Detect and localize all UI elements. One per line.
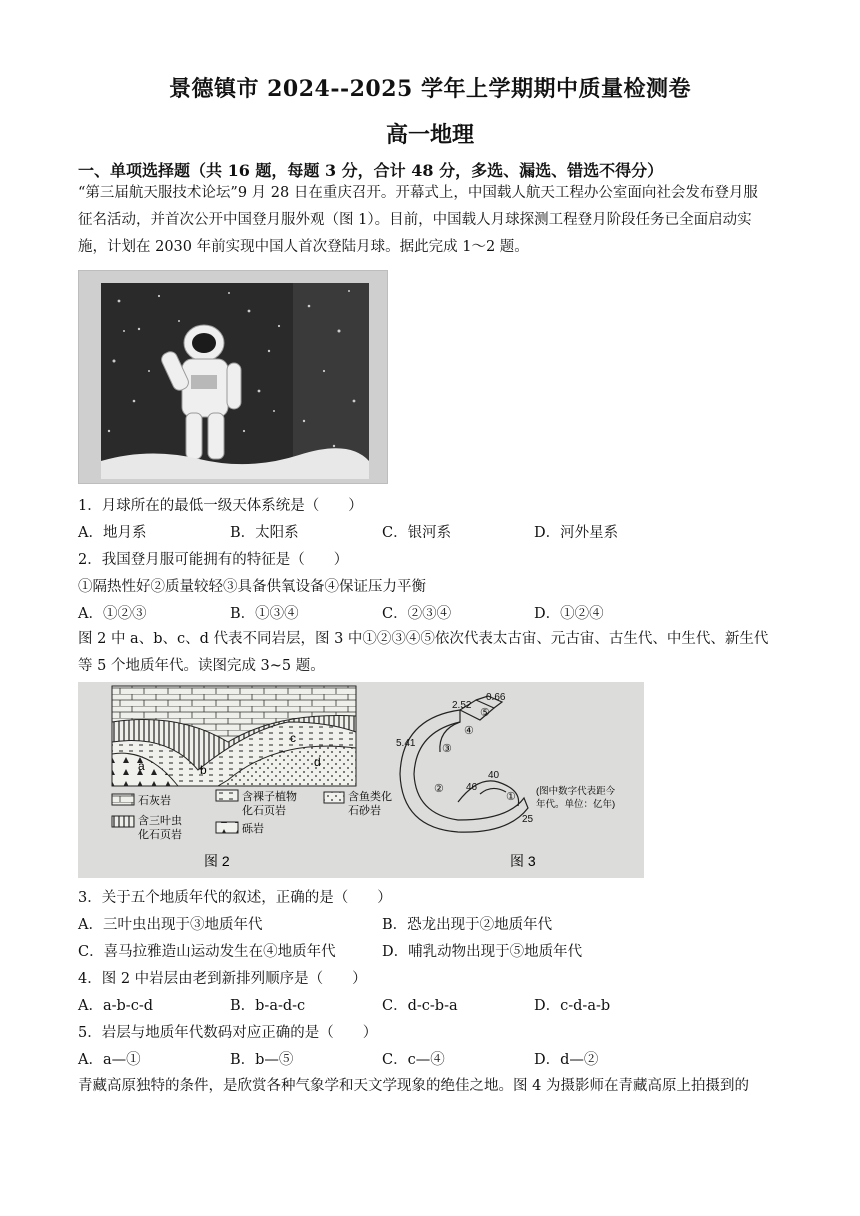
passage-1-line-2: 征名活动，并首次公开中国登月服外观（图 1）。目前，中国载人月球探测工程登月阶段任务已全面启动实 <box>78 212 752 228</box>
legend-fish-sandstone: 含鱼类化 <box>348 791 392 803</box>
question-2-option-d[interactable]: D．①②④ <box>534 606 604 622</box>
figure-2-legend <box>112 789 392 841</box>
figure-2-3-diagram <box>78 682 644 878</box>
question-1-stem: 1．月球所在的最低一级天体系统是（ ） <box>78 498 363 514</box>
question-2-option-b[interactable]: B．①③④ <box>230 606 299 622</box>
passage-1-line-3: 施，计划在 2030 年前实现中国人首次登陆月球。据此完成 1～2 题。 <box>78 239 529 255</box>
question-3-stem: 3．关于五个地质年代的叙述，正确的是（ ） <box>78 890 392 906</box>
question-2-statements: ①隔热性好②质量较轻③具备供氧设备④保证压力平衡 <box>78 579 426 595</box>
age-label-5-41: 5.41 <box>396 738 416 749</box>
era-mark-3: ③ <box>442 743 452 755</box>
figure-2-caption: 图 2 <box>204 853 230 869</box>
layer-label-a: a <box>138 759 145 773</box>
age-label-46: 46 <box>466 782 478 793</box>
geology-diagrams <box>78 682 644 878</box>
legend-limestone: 石灰岩 <box>138 795 171 807</box>
question-1-option-d[interactable]: D．河外星系 <box>534 525 619 541</box>
era-mark-5: ⑤ <box>480 707 490 719</box>
legend-trilobite-shale: 含三叶虫 <box>138 815 182 827</box>
question-1-option-a[interactable]: A．地月系 <box>78 525 147 541</box>
figure-2-strata <box>112 686 356 786</box>
figure-3-spiral <box>400 696 528 832</box>
question-5-option-c[interactable]: C．c—④ <box>382 1052 445 1068</box>
question-2-option-c[interactable]: C．②③④ <box>382 606 452 622</box>
question-3-option-d[interactable]: D．哺乳动物出现于⑤地质年代 <box>382 944 583 960</box>
layer-label-c: c <box>290 731 296 745</box>
question-3-option-b[interactable]: B．恐龙出现于②地质年代 <box>382 917 553 933</box>
era-mark-2: ② <box>434 783 444 795</box>
age-label-25: 25 <box>522 814 534 825</box>
legend-gymnosperm-shale-2: 化石页岩 <box>242 805 286 817</box>
passage-2-line-1: 图 2 中 a、b、c、d 代表不同岩层，图 3 中①②③④⑤依次代表太古宙、元古宙、古生代、中生代、新生代 <box>78 631 769 647</box>
era-mark-1: ① <box>506 791 516 803</box>
exam-title: 景德镇市 2024--2025 学年上学期期中质量检测卷 <box>168 76 692 102</box>
question-5-stem: 5．岩层与地质年代数码对应正确的是（ ） <box>78 1025 378 1041</box>
question-4-stem: 4．图 2 中岩层由老到新排列顺序是（ ） <box>78 971 367 987</box>
legend-trilobite-shale-2: 化石页岩 <box>138 829 182 841</box>
layer-label-b: b <box>200 763 207 777</box>
age-label-0-66: 0.66 <box>486 692 506 703</box>
figure-3-note-line-2: 年代。单位：亿年) <box>536 799 616 810</box>
question-5-option-a[interactable]: A．a—① <box>78 1052 141 1068</box>
question-4-option-b[interactable]: B．b-a-d-c <box>230 998 306 1014</box>
question-4-option-d[interactable]: D．c-d-a-b <box>534 998 611 1014</box>
question-5-option-b[interactable]: B．b—⑤ <box>230 1052 294 1068</box>
question-3-option-c[interactable]: C．喜马拉雅造山运动发生在④地质年代 <box>78 944 336 960</box>
legend-fish-sandstone-2: 石砂岩 <box>348 805 381 817</box>
figure-3-caption: 图 3 <box>510 853 536 869</box>
legend-conglomerate: 砾岩 <box>242 823 264 835</box>
passage-3-line-1: 青藏高原独特的条件，是欣赏各种气象学和天文学现象的绝佳之地。图 4 为摄影师在青藏高原上拍摄到的 <box>78 1078 749 1094</box>
figure-1-spacesuit-photo <box>78 270 388 484</box>
era-mark-4: ④ <box>464 725 474 737</box>
question-2-option-a[interactable]: A．①②③ <box>78 606 147 622</box>
question-1-option-c[interactable]: C．银河系 <box>382 525 452 541</box>
passage-2-line-2: 等 5 个地质年代。读图完成 3~5 题。 <box>78 658 325 674</box>
passage-1-line-1: “第三届航天服技术论坛”9 月 28 日在重庆召开。开幕式上，中国载人航天工程办公室面向社会发布登月服 <box>78 185 758 201</box>
age-label-2-52: 2.52 <box>452 700 472 711</box>
question-2-stem: 2．我国登月服可能拥有的特征是（ ） <box>78 552 349 568</box>
question-1-option-b[interactable]: B．太阳系 <box>230 525 299 541</box>
layer-label-d: d <box>314 755 321 769</box>
exam-subject: 高一地理 <box>385 122 474 148</box>
legend-gymnosperm-shale: 含裸子植物 <box>242 791 297 803</box>
section-heading: 一、单项选择题（共 16 题，每题 3 分，合计 48 分，多选、漏选、错选不得分） <box>78 161 664 180</box>
spacesuit-illustration <box>79 271 387 483</box>
question-5-option-d[interactable]: D．d—② <box>534 1052 599 1068</box>
figure-3-note-line-1: (图中数字代表距今 <box>536 786 616 797</box>
question-4-option-a[interactable]: A．a-b-c-d <box>78 998 153 1014</box>
question-4-option-c[interactable]: C．d-c-b-a <box>382 998 458 1014</box>
age-label-40: 40 <box>488 770 500 781</box>
question-3-option-a[interactable]: A．三叶虫出现于③地质年代 <box>78 917 263 933</box>
